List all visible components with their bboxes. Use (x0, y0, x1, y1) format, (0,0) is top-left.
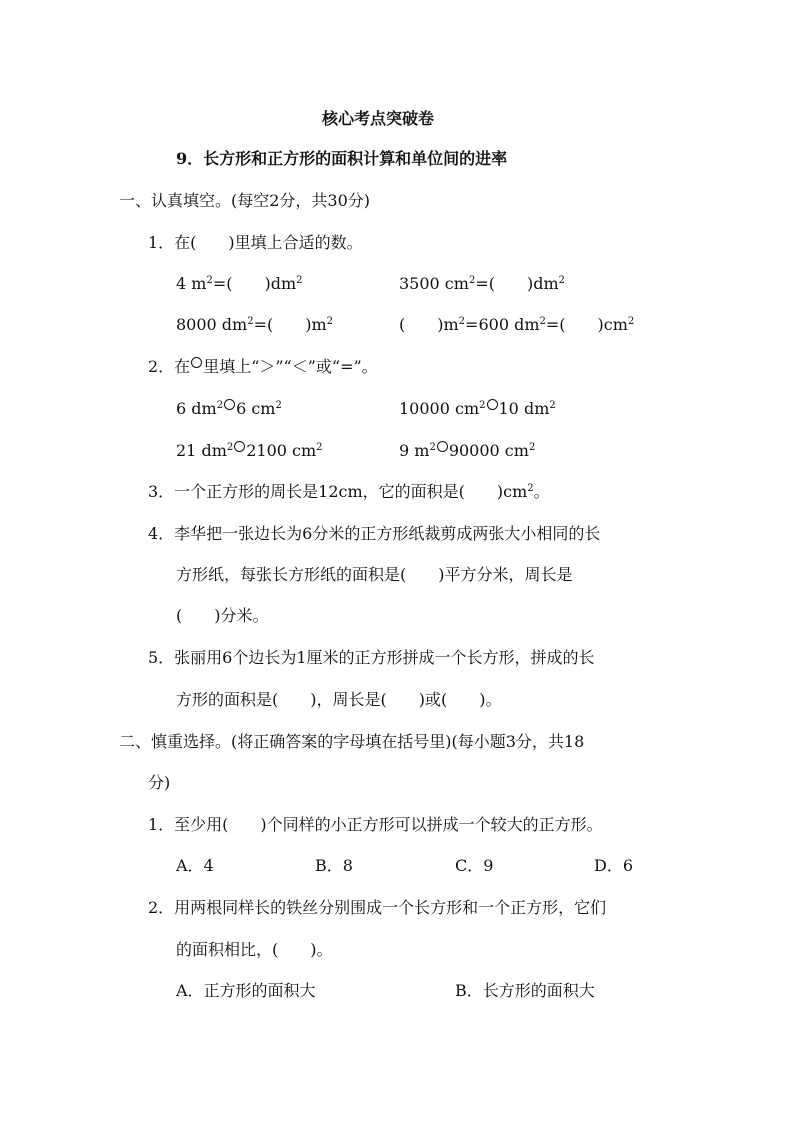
circle-blank-icon (437, 441, 448, 452)
question-1-1-item-c: 8000 $dm^2=$( )$m^2$ (176, 315, 334, 334)
question-1-2-item-c: 21 $dm^2$ 2100 $cm^2$ (176, 441, 323, 460)
section-2-heading-line-2: 分) (148, 773, 171, 792)
question-1-4-line-1: 4．李华把一张边长为6分米的正方形纸裁剪成两张大小相同的长 (148, 524, 601, 543)
section-1-heading: 一、认真填空。(每空2分，共30分) (119, 191, 371, 210)
question-1-1-item-b: 3500 $cm^2=$( )$dm^2$ (399, 274, 565, 293)
question-2-1-stem: 1．至少用( )个同样的小正方形可以拼成一个较大的正方形。 (148, 815, 603, 834)
question-1-4-line-2: 方形纸，每张长方形纸的面积是( )平方分米，周长是 (176, 565, 573, 584)
circle-blank-icon (487, 399, 498, 410)
question-1-1-item-a: 4 $m^2=$( )$dm^2$ (176, 274, 303, 293)
question-2-1-option-a: A．4 (176, 856, 214, 875)
circle-blank-icon (191, 357, 202, 368)
question-1-5-line-1: 5．张丽用6个边长为1厘米的正方形拼成一个长方形，拼成的长 (148, 648, 595, 667)
question-1-2-item-a: 6 $dm^2$ 6 $cm^2$ (176, 399, 282, 418)
question-1-1-item-d: ( )$m^2=600$ $dm^2=$( )$cm^2$ (399, 315, 635, 334)
question-2-2-line-2: 的面积相比，( )。 (176, 940, 333, 959)
question-1-2-stem: 2．在 里填上“＞”“＜”或“=”。 (148, 357, 378, 376)
question-2-1-option-c: C．9 (455, 856, 494, 875)
page-title: 核心考点突破卷 (322, 109, 435, 128)
question-1-5-line-2: 方形的面积是( )，周长是( )或( )。 (176, 690, 502, 709)
question-2-1-option-b: B．8 (315, 856, 353, 875)
question-2-2-line-1: 2．用两根同样长的铁丝分别围成一个长方形和一个正方形，它们 (148, 898, 607, 917)
question-2-2-option-b: B．长方形的面积大 (455, 981, 595, 1000)
question-1-1-stem: 1．在( )里填上合适的数。 (148, 233, 363, 252)
question-1-4-line-3: ( )分米。 (176, 606, 269, 625)
circle-blank-icon (234, 441, 245, 452)
question-1-2-item-b: 10000 $cm^2$ 10 $dm^2$ (399, 399, 556, 418)
question-1-2-item-d: 9 $m^2$ 90000 $cm^2$ (399, 441, 536, 460)
section-2-heading-line-1: 二、慎重选择。(将正确答案的字母填在括号里)(每小题3分，共18 (119, 732, 585, 751)
circle-blank-icon (224, 399, 235, 410)
page-subtitle: 9．长方形和正方形的面积计算和单位间的进率 (176, 149, 508, 168)
question-2-2-option-a: A．正方形的面积大 (176, 981, 316, 1000)
question-1-3: 3．一个正方形的周长是12cm，它的面积是( )$cm^2$。 (148, 482, 550, 501)
question-2-1-option-d: D．6 (594, 856, 634, 875)
